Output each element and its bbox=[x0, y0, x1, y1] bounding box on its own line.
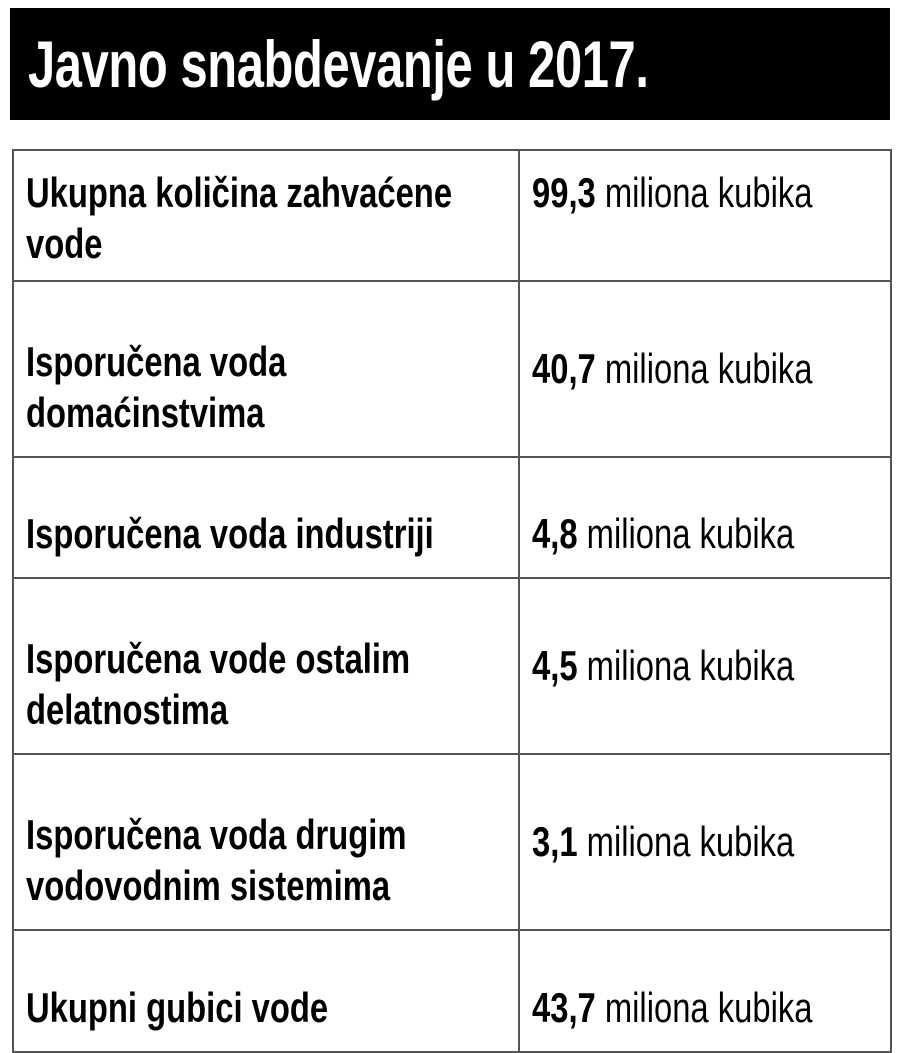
row-value-cell bbox=[519, 930, 891, 1052]
table-row bbox=[13, 754, 891, 930]
row-value-number: 4,8 bbox=[532, 509, 578, 557]
row-value-unit: miliona kubika bbox=[604, 345, 813, 393]
row-label-cell bbox=[13, 150, 519, 281]
row-label: Isporučena vode ostalim delatnostima bbox=[26, 634, 411, 733]
water-supply-table bbox=[12, 149, 892, 1053]
row-value-number: 4,5 bbox=[532, 642, 578, 690]
row-value-unit: miliona kubika bbox=[586, 642, 795, 690]
row-label: Isporučena voda industriji bbox=[26, 509, 434, 557]
row-label-cell bbox=[13, 457, 519, 578]
row-label-cell bbox=[13, 578, 519, 754]
row-label-cell bbox=[13, 754, 519, 930]
row-value-number: 99,3 bbox=[532, 169, 596, 216]
row-label: Ukupna količina zahvaćene vode bbox=[26, 169, 453, 268]
row-label: Isporučena voda domaćinstvima bbox=[26, 337, 287, 436]
table-row bbox=[13, 578, 891, 754]
row-value-number: 3,1 bbox=[532, 818, 578, 866]
row-label: Ukupni gubici vode bbox=[26, 983, 329, 1031]
title-banner bbox=[10, 8, 890, 120]
row-value-unit: miliona kubika bbox=[604, 983, 813, 1031]
row-value-unit: miliona kubika bbox=[586, 818, 795, 866]
row-value-unit: miliona kubika bbox=[586, 509, 795, 557]
row-value-cell bbox=[519, 281, 891, 457]
row-label-cell bbox=[13, 930, 519, 1052]
row-value-cell bbox=[519, 150, 891, 281]
row-label: Isporučena voda drugim vodovodnim sistemima bbox=[26, 810, 407, 909]
row-value-cell bbox=[519, 457, 891, 578]
table-row bbox=[13, 281, 891, 457]
row-label-cell bbox=[13, 281, 519, 457]
table-row bbox=[13, 457, 891, 578]
table-row bbox=[13, 150, 891, 281]
row-value-cell bbox=[519, 578, 891, 754]
row-value-unit: miliona kubika bbox=[604, 169, 813, 216]
page-title: Javno snabdevanje u 2017. bbox=[28, 27, 649, 101]
row-value-number: 43,7 bbox=[532, 983, 596, 1031]
table-row bbox=[13, 930, 891, 1052]
row-value-number: 40,7 bbox=[532, 345, 596, 393]
row-value-cell bbox=[519, 754, 891, 930]
